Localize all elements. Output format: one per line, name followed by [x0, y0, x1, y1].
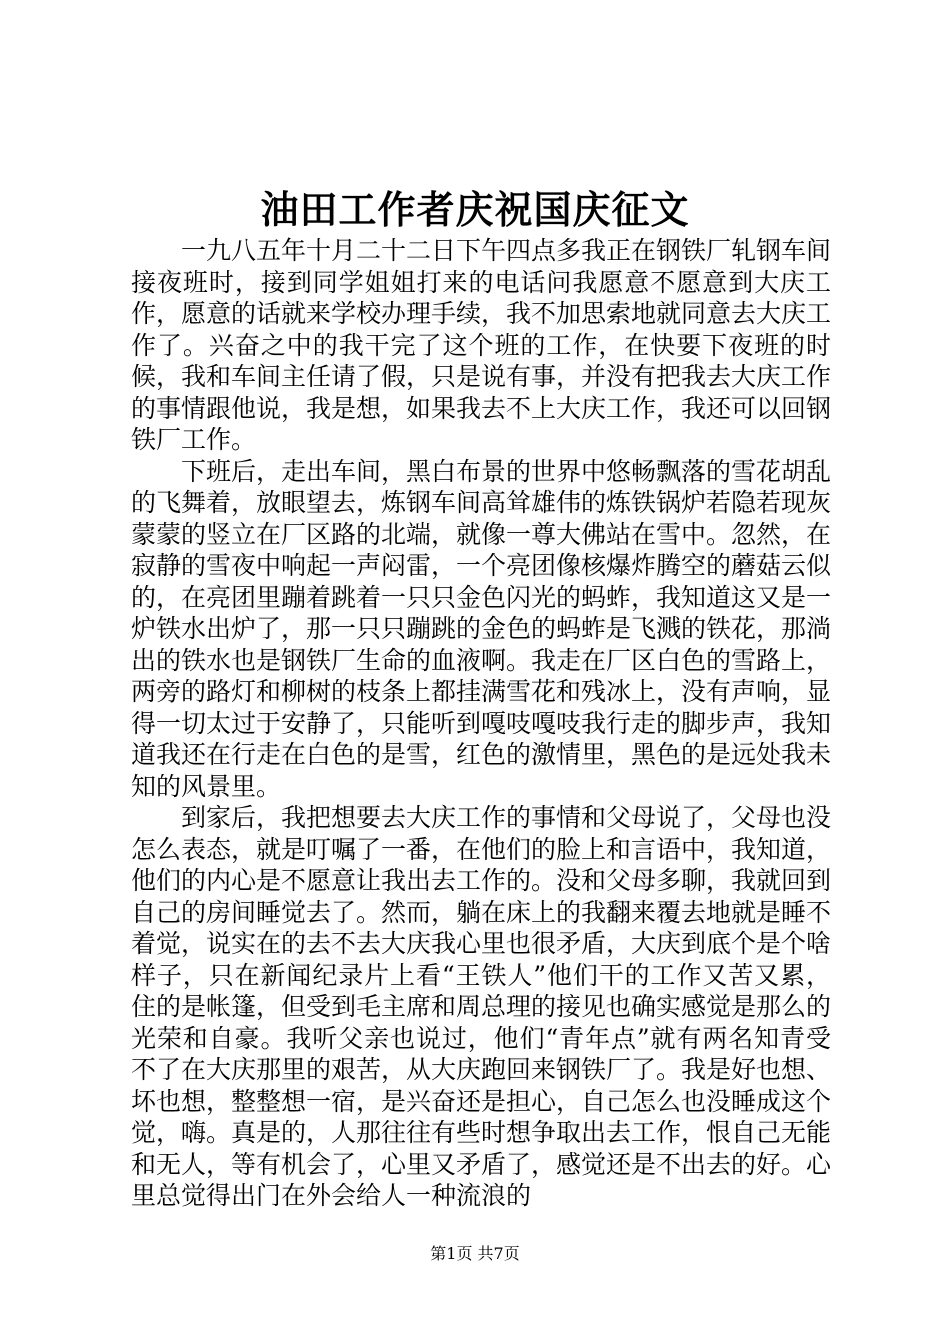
- document-body: [131, 235, 831, 1212]
- page-number-footer: 第1页 共7页: [430, 1244, 520, 1263]
- paragraph-2: 下班后，走出车间，黑白布景的世界中悠畅飘落的雪花胡乱的飞舞着，放眼望去，炼钢车间高耸雄伟的炼铁锅炉若隐若现灰蒙蒙的竖立在厂区路的北端，就像一尊大佛站在雪中。忽然，在寂静的雪夜中响起一声闷雷，一个亮团像核爆炸腾空的蘑菇云似的，在亮团里蹦着跳着一只只金色闪光的蚂蚱，我知道这又是一炉铁水出炉了，那一只只蹦跳的金色的蚂蚱是飞溅的铁花，那淌出的铁水也是钢铁厂生命的血液啊。我走在厂区白色的雪路上，两旁的路灯和柳树的枝条上都挂满雪花和残冰上，没有声响，显得一切太过于安静了，只能听到嘎吱嘎吱我行走的脚步声，我知道我还在行走在白色的是雪，红色的激情里，黑色的是远处我未知的风景里。: [131, 456, 832, 801]
- paragraph-3: 到家后，我把想要去大庆工作的事情和父母说了，父母也没怎么表态，就是叮嘱了一番，在他们的脸上和言语中，我知道，他们的内心是不愿意让我出去工作的。没和父母多聊，我就回到自己的房间睡觉去了。然而，躺在床上的我翻来覆去地就是睡不着觉，说实在的去不去大庆我心里也很矛盾，大庆到底个是个啥样子，只在新闻纪录片上看“王铁人”他们干的工作又苦又累，住的是帐篷，但受到毛主席和周总理的接见也确实感觉是那么的光荣和自豪。我听父亲也说过，他们“青年点”就有两名知青受不了在大庆那里的艰苦，从大庆跑回来钢铁厂了。我是好也想、坏也想，整整想一宿，是兴奋还是担心，自己怎么也没睡成这个觉，嗨。真是的，人那往往有些时想争取出去工作，恨自己无能和无人，等有机会了，心里又矛盾了，感觉还是不出去的好。心里总觉得出门在外会给人一种流浪的: [131, 803, 832, 1210]
- paragraph-1: 一九八五年十月二十二日下午四点多我正在钢铁厂轧钢车间接夜班时，接到同学姐姐打来的电话问我愿意不愿意到大庆工作，愿意的话就来学校办理手续，我不加思索地就同意去大庆工作了。兴奋之中的我干完了这个班的工作，在快要下夜班的时候，我和车间主任请了假，只是说有事，并没有把我去大庆工作的事情跟他说，我是想，如果我去不上大庆工作，我还可以回钢铁厂工作。: [131, 236, 832, 454]
- document-title: 油田工作者庆祝国庆征文: [260, 187, 690, 232]
